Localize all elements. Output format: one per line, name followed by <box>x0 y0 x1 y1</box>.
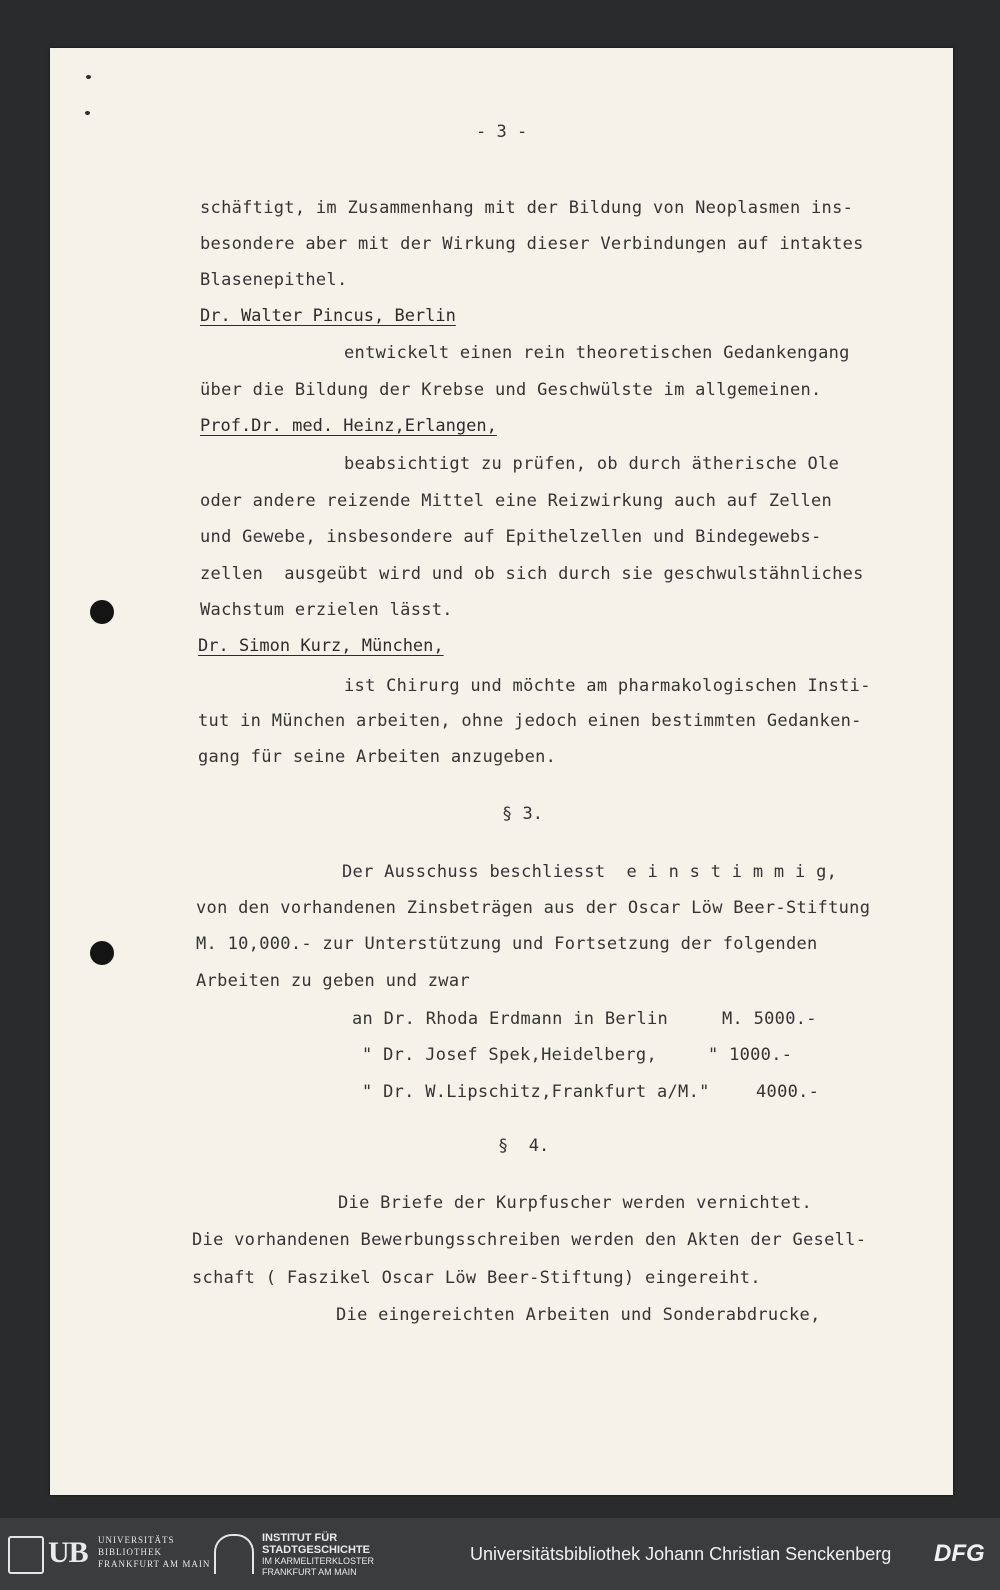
text-line: tut in München arbeiten, ohne jedoch einen bestimmten Gedanken- <box>198 711 862 731</box>
text-line: ist Chirurg und möchte am pharmakologischen Insti- <box>344 676 871 696</box>
text-line: Wachstum erzielen lässt. <box>200 600 453 620</box>
ub-logo-letters: UB <box>48 1536 88 1569</box>
allocation-amount: " 1000.- <box>708 1045 793 1065</box>
paper-speck <box>85 111 90 115</box>
text-line: zellen ausgeübt wird und ob sich durch sie geschwulstähnliches <box>200 564 864 584</box>
ub-logo-text: UNIVERSITÄTS BIBLIOTHEK FRANKFURT AM MAIN <box>98 1535 211 1569</box>
text-line: schaft ( Faszikel Oscar Löw Beer-Stiftung) eingereiht. <box>192 1268 761 1288</box>
text-line: Die vorhandenen Bewerbungsschreiben werden den Akten der Gesell- <box>192 1230 867 1250</box>
institute-logo-text: INSTITUT FÜR STADTGESCHICHTE IM KARMELITERKLOSTER FRANKFURT AM MAIN <box>262 1532 375 1577</box>
page-number: - 3 - <box>476 122 528 142</box>
applicant-name: Dr. Simon Kurz, München, <box>198 636 444 656</box>
text-line: schäftigt, im Zusammenhang mit der Bildung von Neoplasmen ins- <box>200 198 854 218</box>
institute-logo-icon <box>214 1534 254 1574</box>
paper-speck <box>86 75 91 79</box>
text-line: besondere aber mit der Wirkung dieser Verbindungen auf intaktes <box>200 234 864 254</box>
section-heading: § 3. <box>502 804 543 824</box>
library-credit: Universitätsbibliothek Johann Christian Senckenberg <box>470 1544 892 1564</box>
ub-logo-icon <box>8 1536 44 1574</box>
applicant-name: Prof.Dr. med. Heinz,Erlangen, <box>200 416 497 436</box>
dfg-logo: DFG <box>934 1540 985 1567</box>
text-line: Blasenepithel. <box>200 270 348 290</box>
document-page <box>50 48 953 1495</box>
text-line: oder andere reizende Mittel eine Reizwirkung auch auf Zellen <box>200 491 833 511</box>
text-line: beabsichtigt zu prüfen, ob durch ätherische Ole <box>344 454 840 474</box>
allocation-recipient: an Dr. Rhoda Erdmann in Berlin <box>352 1009 669 1029</box>
text-line: gang für seine Arbeiten anzugeben. <box>198 747 557 767</box>
allocation-recipient: " Dr. Josef Spek,Heidelberg, <box>362 1045 657 1065</box>
punch-hole <box>90 941 114 965</box>
text-line: Arbeiten zu geben und zwar <box>196 971 470 991</box>
text-line: Die eingereichten Arbeiten und Sonderabdrucke, <box>336 1305 821 1325</box>
text-line: Der Ausschuss beschliesst e i n s t i m m i g, <box>342 862 838 882</box>
text-line: M. 10,000.- zur Unterstützung und Fortsetzung der folgenden <box>196 934 818 954</box>
text-line: und Gewebe, insbesondere auf Epithelzellen und Bindegewebs- <box>200 527 822 547</box>
section-heading: § 4. <box>498 1136 550 1156</box>
applicant-name: Dr. Walter Pincus, Berlin <box>200 306 456 326</box>
text-line: entwickelt einen rein theoretischen Gedankengang <box>344 343 850 363</box>
footer-bar <box>0 1518 1000 1590</box>
allocation-amount: 4000.- <box>756 1082 820 1102</box>
text-line: über die Bildung der Krebse und Geschwülste im allgemeinen. <box>200 380 822 400</box>
text-line: Die Briefe der Kurpfuscher werden vernichtet. <box>338 1193 813 1213</box>
allocation-recipient: " Dr. W.Lipschitz,Frankfurt a/M." <box>362 1082 710 1102</box>
text-line: von den vorhandenen Zinsbeträgen aus der Oscar Löw Beer-Stiftung <box>196 898 871 918</box>
punch-hole <box>90 600 114 624</box>
allocation-amount: M. 5000.- <box>722 1009 817 1029</box>
